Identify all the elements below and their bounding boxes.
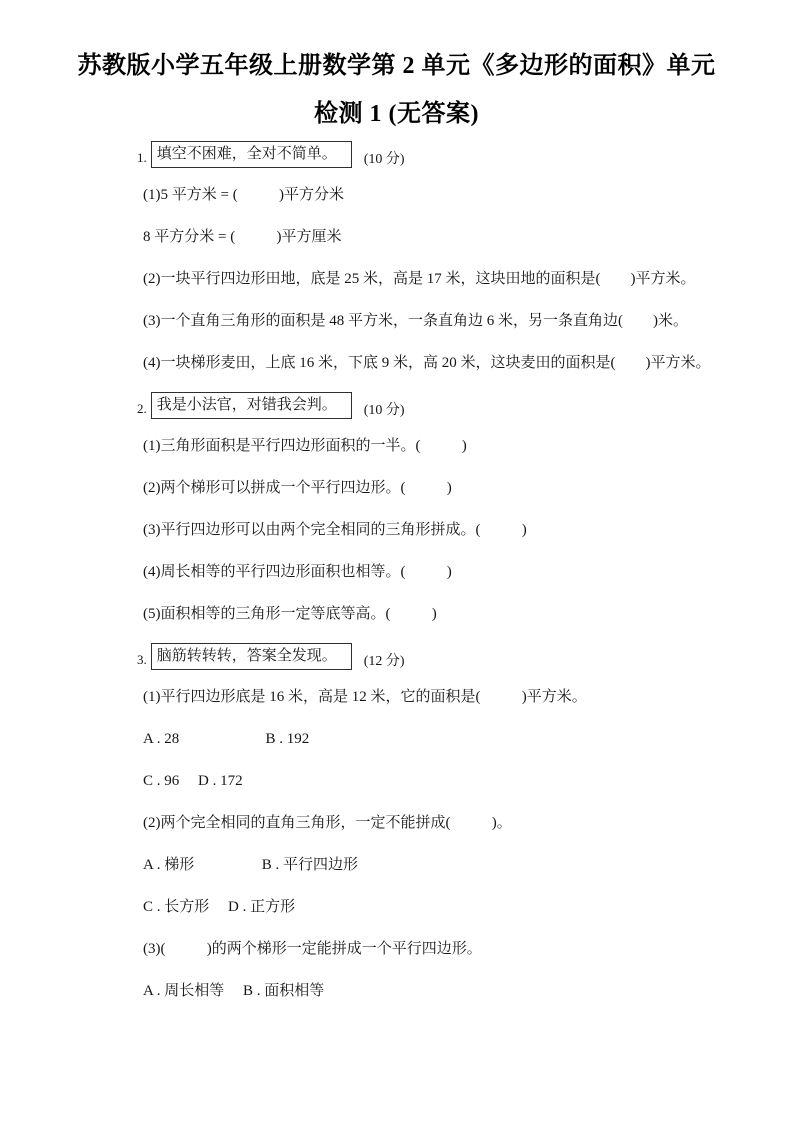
section-2-number: 2. [137, 401, 147, 416]
doc-title-line-1: 苏教版小学五年级上册数学第 2 单元《多边形的面积》单元 [77, 53, 716, 79]
choice-line: C . 长方形 D . 正方形 [143, 899, 296, 915]
doc-title [0, 0, 793, 138]
question-line: (2)两个完全相同的直角三角形，一定不能拼成( )。 [143, 815, 512, 831]
section-2-boxed-title: 我是小法官，对错我会判。 [151, 392, 352, 419]
choice-line: A . 周长相等 B . 面积相等 [143, 983, 325, 999]
choice-line: C . 96 D . 172 [143, 773, 243, 789]
question-line: (2)一块平行四边形田地，底是 25 米，高是 17 米，这块田地的面积是( )平方米。 [143, 271, 696, 287]
question-line: (1)5 平方米 = ( )平方分米 [143, 187, 344, 203]
doc-title-line-2: 检测 1 (无答案) [314, 101, 479, 127]
section-1-boxed-title: 填空不困难，全对不简单。 [151, 141, 352, 168]
question-line: (2)两个梯形可以拼成一个平行四边形。( ) [143, 480, 452, 496]
question-line: (1)三角形面积是平行四边形面积的一半。( ) [143, 438, 467, 454]
section-2-header [137, 392, 738, 419]
section-3-header [137, 643, 738, 670]
question-line: (1)平行四边形底是 16 米，高是 12 米，它的面积是( )平方米。 [143, 689, 587, 705]
question-line: (5)面积相等的三角形一定等底等高。( ) [143, 606, 437, 622]
worksheet-body [137, 138, 738, 1000]
choice-line: A . 梯形 B . 平行四边形 [143, 857, 359, 873]
section-1-number: 1. [137, 150, 147, 165]
question-line: 8 平方分米 = ( )平方厘米 [143, 229, 342, 245]
section-3-boxed-title: 脑筋转转转，答案全发现。 [151, 643, 352, 670]
question-line: (4)一块梯形麦田，上底 16 米，下底 9 米，高 20 米，这块麦田的面积是( )平方米。 [143, 355, 711, 371]
question-line: (3)平行四边形可以由两个完全相同的三角形拼成。( ) [143, 522, 527, 538]
question-line: (3)一个直角三角形的面积是 48 平方米，一条直角边 6 米，另一条直角边( )米。 [143, 313, 688, 329]
question-line: (4)周长相等的平行四边形面积也相等。( ) [143, 564, 452, 580]
section-1-points: (10 分) [363, 152, 405, 167]
section-2-points: (10 分) [363, 403, 405, 418]
section-3-number: 3. [137, 652, 147, 667]
section-3-points: (12 分) [363, 654, 405, 669]
question-line: (3)( )的两个梯形一定能拼成一个平行四边形。 [143, 941, 482, 957]
choice-line: A . 28 B . 192 [143, 731, 310, 747]
section-1-header [137, 141, 738, 168]
